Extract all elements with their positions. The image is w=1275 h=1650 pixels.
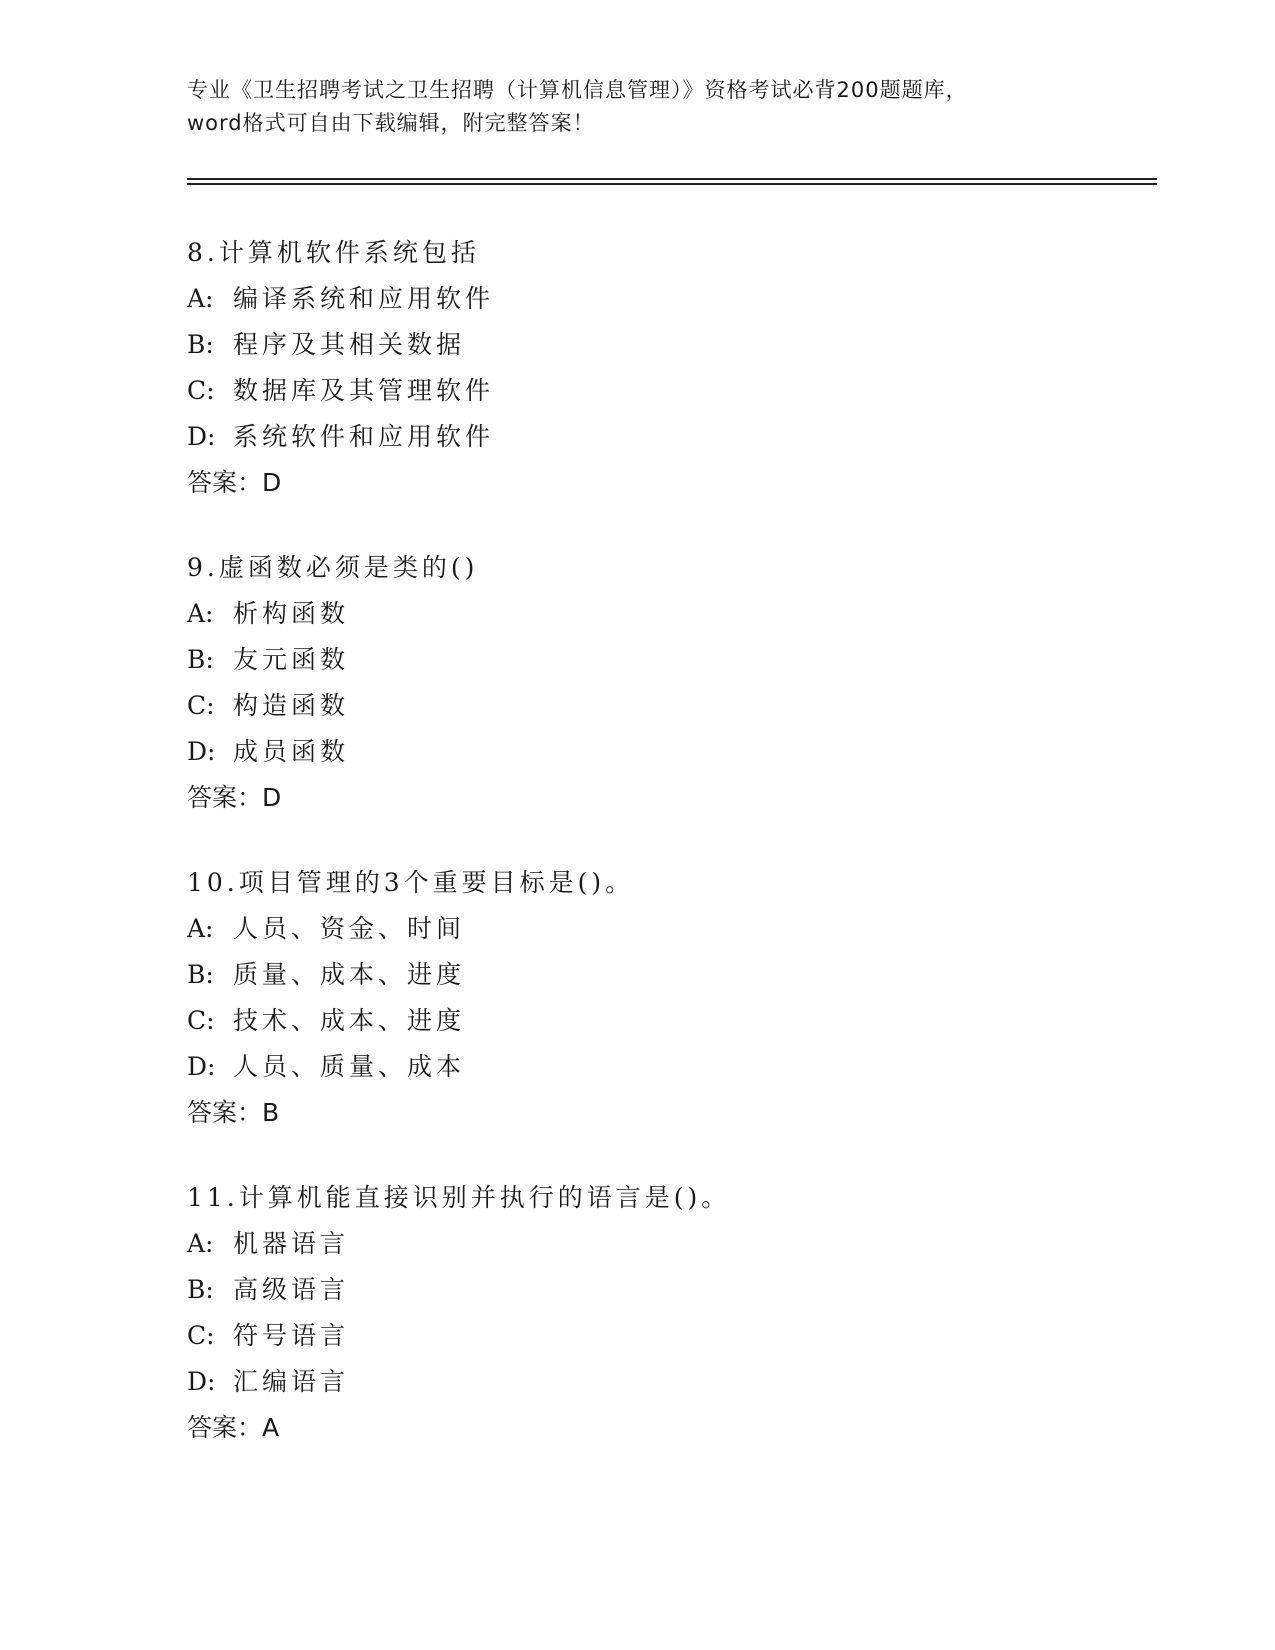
- answer: 答案：A: [187, 1413, 280, 1442]
- option-letter: D:: [187, 737, 216, 766]
- answer: 答案：B: [187, 1098, 280, 1127]
- option-b: [187, 637, 1137, 683]
- option-letter: D:: [187, 1367, 216, 1396]
- option-b: [187, 1267, 1137, 1313]
- option-b: [187, 952, 1137, 998]
- option-d: [187, 729, 1137, 775]
- question-10: [187, 860, 1137, 1136]
- option-c: [187, 368, 1137, 414]
- option-c: [187, 1313, 1137, 1359]
- answer: 答案：D: [187, 783, 282, 812]
- option-c: [187, 683, 1137, 729]
- option-text: 符号语言: [233, 1321, 350, 1350]
- option-text: 析构函数: [233, 599, 350, 628]
- option-letter: A:: [187, 599, 214, 628]
- option-text: 友元函数: [233, 645, 350, 674]
- option-letter: A:: [187, 284, 214, 313]
- option-text: 系统软件和应用软件: [233, 422, 495, 451]
- option-d: [187, 1359, 1137, 1405]
- option-b: [187, 322, 1137, 368]
- option-a: [187, 1221, 1137, 1267]
- option-a: [187, 276, 1137, 322]
- question-11: [187, 1175, 1137, 1451]
- answer: 答案：D: [187, 468, 282, 497]
- document-header: [187, 74, 1087, 140]
- option-letter: C:: [187, 691, 215, 720]
- option-letter: B:: [187, 960, 214, 989]
- question-title: 8.计算机软件系统包括: [187, 238, 480, 267]
- option-text: 成员函数: [233, 737, 350, 766]
- option-text: 构造函数: [233, 691, 350, 720]
- option-text: 人员、资金、时间: [233, 914, 466, 943]
- option-text: 质量、成本、进度: [233, 960, 466, 989]
- header-line-2: word格式可自由下载编辑，附完整答案！: [187, 111, 595, 135]
- option-letter: A:: [187, 914, 214, 943]
- option-d: [187, 1044, 1137, 1090]
- option-letter: A:: [187, 1229, 214, 1258]
- option-c: [187, 998, 1137, 1044]
- option-a: [187, 591, 1137, 637]
- question-title: 10.项目管理的3个重要目标是()。: [187, 868, 635, 897]
- option-letter: C:: [187, 376, 215, 405]
- option-letter: B:: [187, 645, 214, 674]
- option-a: [187, 906, 1137, 952]
- option-text: 技术、成本、进度: [233, 1006, 466, 1035]
- option-text: 程序及其相关数据: [233, 330, 466, 359]
- question-8: [187, 230, 1137, 506]
- option-letter: C:: [187, 1006, 215, 1035]
- header-divider-top: [187, 178, 1157, 180]
- question-title: 9.虚函数必须是类的(): [187, 553, 479, 582]
- option-text: 编译系统和应用软件: [233, 284, 495, 313]
- question-9: [187, 545, 1137, 821]
- option-text: 高级语言: [233, 1275, 350, 1304]
- option-letter: D:: [187, 1052, 216, 1081]
- option-text: 汇编语言: [233, 1367, 350, 1396]
- question-title: 11.计算机能直接识别并执行的语言是()。: [187, 1183, 731, 1212]
- option-text: 人员、质量、成本: [233, 1052, 466, 1081]
- option-letter: B:: [187, 330, 214, 359]
- header-line-1: 专业《卫生招聘考试之卫生招聘（计算机信息管理）》资格考试必背200题题库，: [187, 78, 968, 102]
- header-divider-bottom: [187, 183, 1157, 185]
- option-letter: B:: [187, 1275, 214, 1304]
- option-letter: C:: [187, 1321, 215, 1350]
- option-letter: D:: [187, 422, 216, 451]
- option-text: 机器语言: [233, 1229, 350, 1258]
- option-d: [187, 414, 1137, 460]
- option-text: 数据库及其管理软件: [233, 376, 495, 405]
